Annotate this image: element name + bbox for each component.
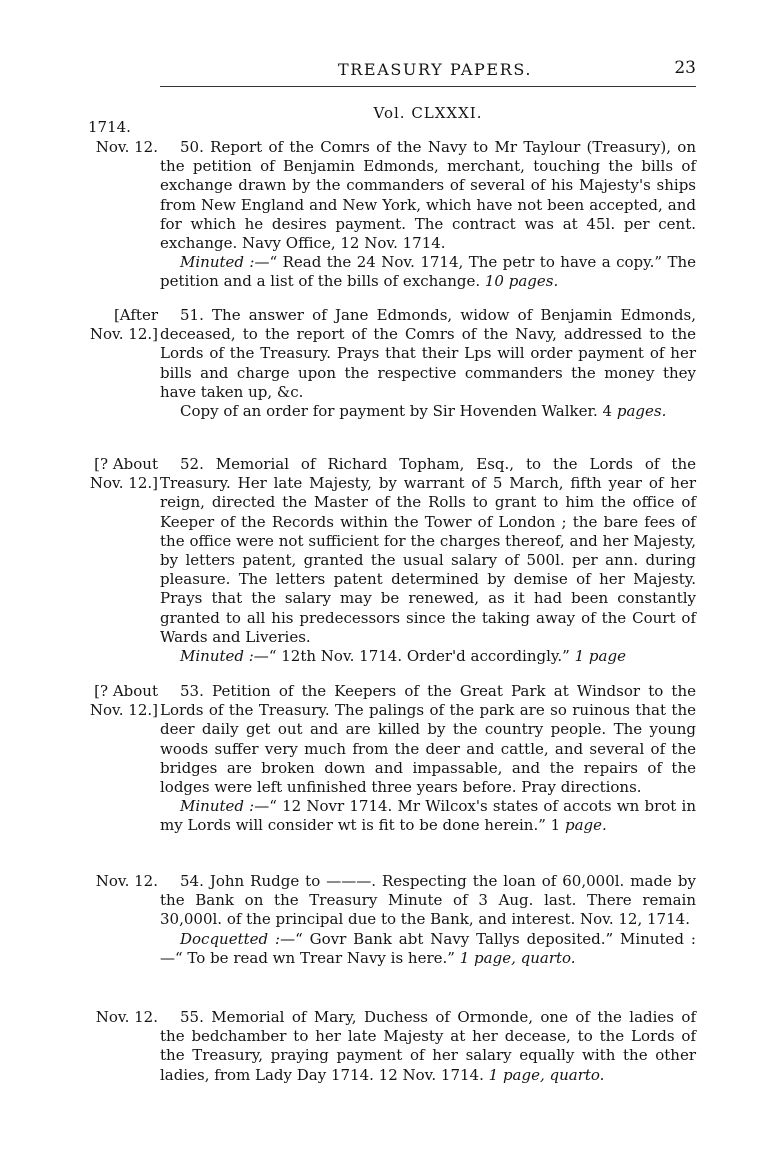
entry-date: [? About Nov. 12.] [89, 455, 158, 493]
running-head [160, 60, 696, 84]
page-number: 23 [674, 58, 696, 78]
entry-date: Nov. 12. [95, 1008, 158, 1026]
entry-55 [76, 1008, 716, 1085]
entry-note: Minuted :—“ Read the 24 Nov. 1714, The petr to have a copy.” The petition and a list of the bills of exchange. 10 pages. [160, 253, 697, 291]
entry-body: 52. Memorial of Richard Topham, Esq., to the Lords of the Treasury. Her late Majesty, by warrant of 5 March, fifth year of her reign, directed the Master of the Rolls to grant to him the office of Keeper of the Records within the Tower of London ; the bare fees of the office were not sufficient for the charges thereof, and her Majesty, by letters patent, granted the usual salary of 500l. per ann. during pleasure. The letters patent determined by demise of her Majesty. Prays that the salary may be renewed, as it had been constantly granted to all his predecessors since the taking away of the Court of Wards and Liveries. [160, 455, 696, 646]
entry-date: [? About Nov. 12.] [89, 682, 158, 720]
running-title: TREASURY PAPERS. [338, 60, 533, 79]
entry-note: Minuted :—“ 12 Novr 1714. Mr Wilcox's states of accots wn brot in my Lords will consider wt is fit to be done herein.” 1 page. [160, 797, 696, 835]
entry-50 [76, 138, 716, 292]
entry-date: Nov. 12. [95, 138, 158, 156]
header-rule [160, 86, 696, 87]
entry-note: Docquetted :—“ Govr Bank abt Navy Tallys deposited.” Minuted : —“ To be read wn Trear Navy is here.” 1 page, quarto. [160, 929, 696, 967]
entry-51 [76, 306, 716, 421]
entry-note: Minuted :—“ 12th Nov. 1714. Order'd accordingly.” 1 page [180, 647, 626, 666]
entry-body: 55. Memorial of Mary, Duchess of Ormonde, one of the ladies of the bedchamber to her late Majesty at her decease, to the Lords of the Treasury, praying payment of her salary equally with the other ladies, from Lady Day 1714. 12 Nov. 1714. 1 page, quarto. [160, 1008, 696, 1084]
entry-date: [After Nov. 12.] [89, 306, 158, 344]
volume-heading: Vol. CLXXXI. [373, 104, 483, 122]
entry-note: Copy of an order for payment by Sir Hovenden Walker. 4 pages. [180, 402, 667, 421]
entry-54 [76, 872, 716, 968]
entry-body: 50. Report of the Comrs of the Navy to Mr Taylour (Treasury), on the petition of Benjamin Edmonds, merchant, touching the bills of exchange drawn by the commanders of several of his Majesty's ships from New England and New York, which have not been accepted, and for which he desires payment. The contract was at 45l. per cent. exchange. Navy Office, 12 Nov. 1714. [160, 138, 696, 253]
entry-date: Nov. 12. [95, 872, 158, 890]
year-label: 1714. [88, 118, 131, 136]
entry-52 [76, 455, 716, 666]
entry-body: 54. John Rudge to ———. Respecting the loan of 60,000l. made by the Bank on the Treasury Minute of 3 Aug. last. There remain 30,000l. of the principal due to the Bank, and interest. Nov. 12, 1714. [160, 872, 696, 929]
entry-53 [76, 682, 716, 836]
entry-body: 51. The answer of Jane Edmonds, widow of Benjamin Edmonds, deceased, to the report of the Comrs of the Navy, addressed to the Lords of the Treasury. Prays that their Lps will order payment of her bills and charge upon the respective commanders the money they have taken up, &c. [160, 306, 696, 401]
entry-body: 53. Petition of the Keepers of the Great Park at Windsor to the Lords of the Treasury. The palings of the park are so ruinous that the deer daily get out and are killed by the country people. The young woods suffer very much from the deer and cattle, and several of the bridges are broken down and impassable, and the repairs of the lodges were left unfinished three years before. Pray directions. [160, 682, 696, 797]
